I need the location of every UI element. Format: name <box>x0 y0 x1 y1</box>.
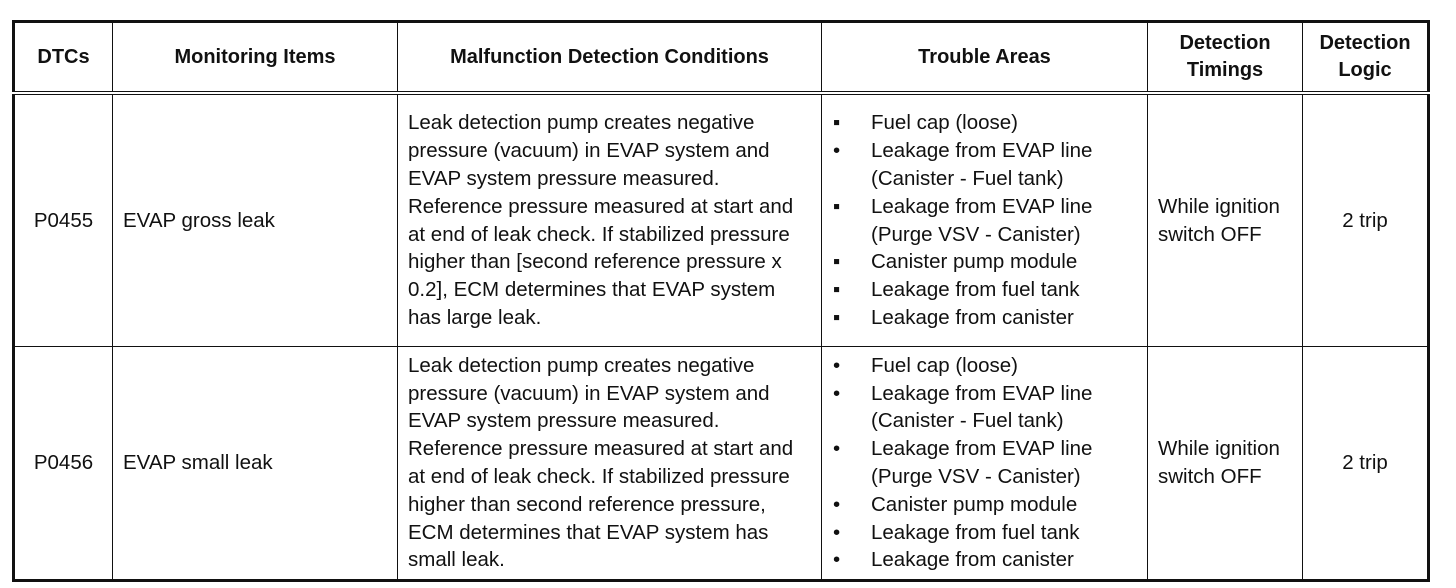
list-item <box>832 380 1137 436</box>
bullet-icon: ▪ <box>833 194 841 218</box>
dtc-table <box>12 20 1430 582</box>
list-item <box>832 137 1137 193</box>
bullet-icon: ▪ <box>833 250 841 274</box>
trouble-area-text: Fuel cap (loose) <box>871 111 1018 135</box>
header-detection-timings: Detection Timings <box>1148 22 1303 94</box>
dtc-code: P0455 <box>14 93 113 347</box>
trouble-area-text: Leakage from EVAP line (Canister - Fuel tank) <box>871 381 1093 433</box>
header-detection-logic: Detection Logic <box>1303 22 1429 94</box>
list-item <box>832 109 1137 137</box>
trouble-area-text: Canister pump module <box>871 492 1078 516</box>
header-conditions: Malfunction Detection Conditions <box>398 22 822 94</box>
monitoring-item: EVAP small leak <box>113 347 398 581</box>
trouble-area-text: Leakage from canister <box>871 305 1074 329</box>
detection-timing: While ignition switch OFF <box>1148 93 1303 347</box>
trouble-area-text: Leakage from EVAP line (Purge VSV - Canister) <box>871 437 1093 488</box>
bullet-icon: • <box>833 548 841 572</box>
bullet-icon: • <box>833 139 841 163</box>
header-monitoring-items: Monitoring Items <box>113 22 398 94</box>
bullet-icon: ▪ <box>833 278 841 302</box>
bullet-icon: • <box>833 353 841 377</box>
trouble-areas-list <box>832 109 1137 331</box>
detection-logic: 2 trip <box>1303 93 1429 347</box>
trouble-area-text: Leakage from fuel tank <box>871 520 1080 544</box>
detection-logic: 2 trip <box>1303 347 1429 581</box>
table-row <box>14 347 1429 581</box>
list-item <box>832 304 1137 332</box>
bullet-icon: ▪ <box>833 305 841 329</box>
detection-timing: While ignition switch OFF <box>1148 347 1303 581</box>
header-row <box>14 22 1429 94</box>
trouble-areas-cell <box>822 347 1148 581</box>
detection-conditions: Leak detection pump creates negative pressure (vacuum) in EVAP system and EVAP system pressure measured. Reference pressure measured at start and at end of leak check. If stabilized pressure higher than [second reference pressure x 0.2], ECM determines that EVAP system has large leak. <box>398 93 822 347</box>
table-row <box>14 93 1429 347</box>
list-item <box>832 519 1137 547</box>
header-trouble-areas: Trouble Areas <box>822 22 1148 94</box>
bullet-icon: • <box>833 381 841 405</box>
header-dtcs: DTCs <box>14 22 113 94</box>
trouble-area-text: Leakage from fuel tank <box>871 278 1080 302</box>
trouble-areas-cell <box>822 93 1148 347</box>
list-item <box>832 352 1137 380</box>
monitoring-item: EVAP gross leak <box>113 93 398 347</box>
bullet-icon: • <box>833 492 841 516</box>
trouble-area-text: Leakage from EVAP line (Canister - Fuel tank) <box>871 139 1093 190</box>
dtc-code: P0456 <box>14 347 113 581</box>
trouble-area-text: Leakage from EVAP line (Purge VSV - Canister) <box>871 194 1093 246</box>
trouble-areas-list <box>832 352 1137 574</box>
list-item <box>832 546 1137 574</box>
bullet-icon: • <box>833 437 841 461</box>
list-item <box>832 276 1137 304</box>
trouble-area-text: Canister pump module <box>871 250 1078 274</box>
trouble-area-text: Leakage from canister <box>871 548 1074 572</box>
trouble-area-text: Fuel cap (loose) <box>871 353 1018 377</box>
detection-conditions: Leak detection pump creates negative pressure (vacuum) in EVAP system and EVAP system pressure measured. Reference pressure measured at start and at end of leak check. If stabilized pressure higher than second reference pressure, ECM determines that EVAP system has small leak. <box>398 347 822 581</box>
bullet-icon: ▪ <box>833 111 841 135</box>
list-item <box>832 248 1137 276</box>
list-item <box>832 193 1137 249</box>
list-item <box>832 491 1137 519</box>
bullet-icon: • <box>833 520 841 544</box>
list-item <box>832 435 1137 491</box>
